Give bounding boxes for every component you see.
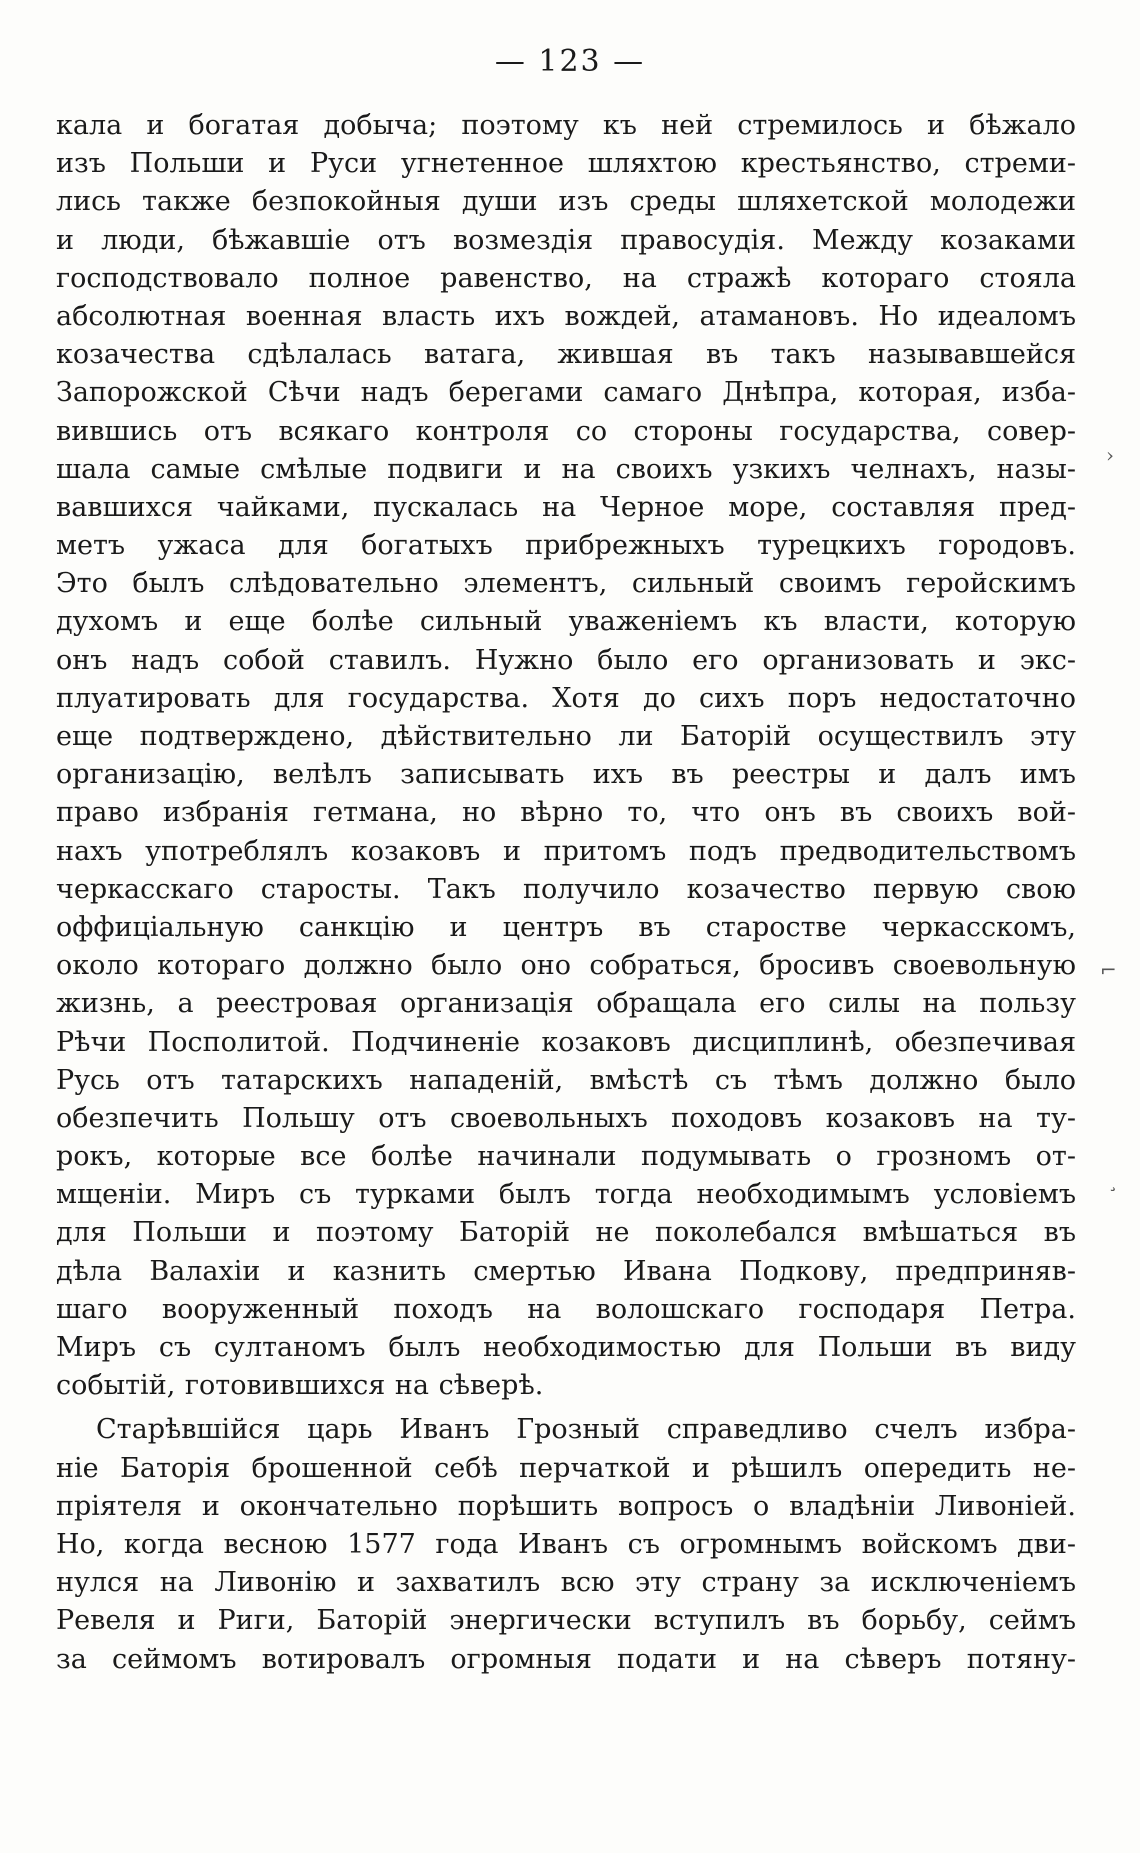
text-line: плуатировать для государства. Хотя до сихъ поръ недостаточно <box>56 682 1076 714</box>
text-line: козачества сдѣлалась ватага, жившая въ такъ называвшейся <box>56 339 1076 371</box>
text-line: дѣла Валахіи и казнить смертью Ивана Подкову, предприняв- <box>56 1255 1076 1287</box>
text-line: нахъ употреблялъ козаковъ и притомъ подъ предводительствомъ <box>56 835 1076 867</box>
margin-pencil-mark: ⌐ <box>1100 958 1117 982</box>
text-line: за сеймомъ вотировалъ огромныя подати и на сѣверъ потяну- <box>56 1643 1076 1675</box>
text-line: Ревеля и Риги, Баторій энергически вступилъ въ борьбу, сеймъ <box>56 1605 1076 1637</box>
text-line: вавшихся чайками, пускалась на Черное море, составляя пред- <box>56 491 1076 523</box>
text-line: мщеніи. Миръ съ турками былъ тогда необходимымъ условіемъ <box>56 1179 1076 1211</box>
text-line: для Польши и поэтому Баторій не поколебался вмѣшаться въ <box>56 1217 1076 1249</box>
text-line: шала самые смѣлые подвиги и на своихъ узкихъ челнахъ, назы- <box>56 453 1076 485</box>
text-line: изъ Польши и Руси угнетенное шляхтою крестьянство, стреми- <box>56 148 1076 180</box>
paragraph-2 <box>56 1411 1076 1678</box>
text-line: еще подтверждено, дѣйствительно ли Баторій осуществилъ эту <box>56 721 1076 752</box>
paragraph-1 <box>56 107 1076 1405</box>
page-number: — 123 — <box>494 44 646 79</box>
text-line: черкасскаго старосты. Такъ получило козачество первую свою <box>56 873 1076 905</box>
margin-pencil-mark: › <box>1106 443 1114 467</box>
text-line: кала и богатая добыча; поэтому къ ней стремилось и бѣжало <box>56 110 1076 141</box>
text-line: Миръ съ султаномъ былъ необходимостью для Польши въ виду <box>56 1332 1076 1363</box>
margin-pencil-mark: ¸ <box>1108 1168 1118 1192</box>
text-line: ніе Баторія брошенной себѣ перчаткой и рѣшилъ опередить не- <box>56 1452 1076 1484</box>
text-line: шаго вооруженный походъ на волошскаго господаря Петра. <box>56 1293 1076 1325</box>
text-line: и люди, бѣжавшіе отъ возмездія правосудія. Между козаками <box>56 224 1076 256</box>
text-line: метъ ужаса для богатыхъ прибрежныхъ турецкихъ городовъ. <box>56 530 1076 562</box>
body-text <box>56 107 1076 1679</box>
text-line: обезпечить Польшу отъ своевольныхъ походовъ козаковъ на ту- <box>56 1102 1076 1134</box>
text-line: организацію, велѣлъ записывать ихъ въ реестры и далъ имъ <box>56 759 1076 791</box>
text-line: право избранія гетмана, но вѣрно то, что онъ въ своихъ вой- <box>56 797 1076 829</box>
text-line: Рѣчи Посполитой. Подчиненіе козаковъ дисциплинѣ, обезпечивая <box>56 1026 1076 1058</box>
text-line: Русь отъ татарскихъ нападеній, вмѣстѣ съ тѣмъ должно было <box>56 1064 1076 1096</box>
text-line: Запорожской Сѣчи надъ берегами самаго Днѣпра, которая, изба- <box>56 377 1076 409</box>
text-line: рокъ, которые все болѣе начинали подумывать о грозномъ от- <box>56 1141 1076 1173</box>
text-line: вившись отъ всякаго контроля со стороны государства, совер- <box>56 415 1076 447</box>
text-line: духомъ и еще болѣе сильный уваженіемъ къ власти, которую <box>56 606 1076 638</box>
text-line: событій, готовившихся на сѣверѣ. <box>56 1370 544 1402</box>
text-line: онъ надъ собой ставилъ. Нужно было его организовать и экс- <box>56 644 1076 676</box>
text-line: около котораго должно было оно собраться, бросивъ своевольную <box>56 950 1076 982</box>
text-line: лись также безпокойныя души изъ среды шляхетской молодежи <box>56 186 1076 218</box>
text-line: Это былъ слѣдовательно элементъ, сильный своимъ геройскимъ <box>56 568 1076 600</box>
text-line: нулся на Ливонію и захватилъ всю эту страну за исключеніемъ <box>56 1567 1076 1599</box>
text-line: господствовало полное равенство, на стражѣ котораго стояла <box>56 262 1076 294</box>
text-line: пріятеля и окончательно порѣшить вопросъ о владѣніи Ливоніей. <box>56 1490 1076 1522</box>
text-line: Но, когда весною 1577 года Иванъ съ огромнымъ войскомъ дви- <box>56 1528 1076 1560</box>
text-line: абсолютная военная власть ихъ вождей, атамановъ. Но идеаломъ <box>56 300 1076 332</box>
text-line: оффиціальную санкцію и центръ въ старостве черкасскомъ, <box>56 911 1076 943</box>
text-line: жизнь, а реестровая организація обращала его силы на пользу <box>56 988 1076 1020</box>
text-line: Старѣвшійся царь Иванъ Грозный справедливо счелъ избра- <box>96 1414 1076 1446</box>
